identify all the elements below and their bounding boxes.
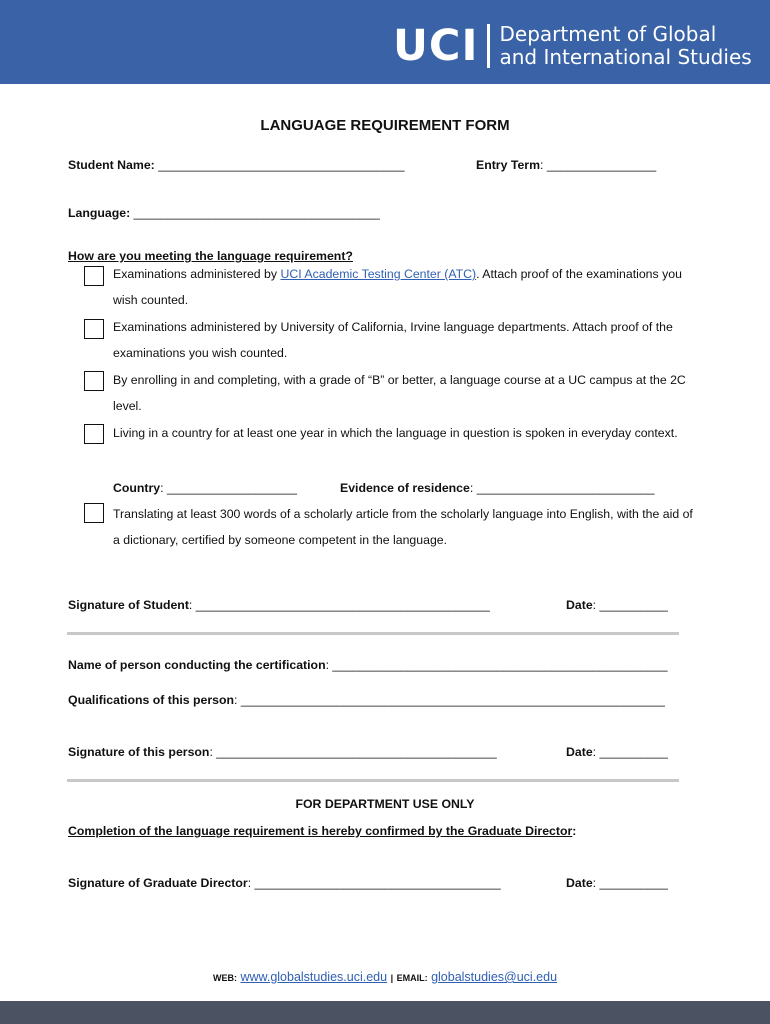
certifier-signature-field[interactable] xyxy=(68,745,497,759)
student-date-field[interactable] xyxy=(566,598,668,612)
qualifications-blank[interactable]: : ______________________________________________________________ xyxy=(234,693,665,707)
email-label: EMAIL: xyxy=(396,973,428,983)
director-signature-label: Signature of Graduate Director xyxy=(68,876,248,890)
certifier-date-blank[interactable]: : __________ xyxy=(592,745,668,759)
option-5-checkbox[interactable] xyxy=(84,503,104,523)
certifier-signature-label: Signature of this person xyxy=(68,745,210,759)
evidence-field[interactable] xyxy=(340,481,655,495)
logo-line-1: Department of Global xyxy=(499,22,717,46)
logo-line-2: and International Studies xyxy=(499,45,752,69)
language-blank[interactable]: ____________________________________ xyxy=(133,206,380,220)
completion-statement xyxy=(68,824,576,838)
footer-separator: | xyxy=(390,973,394,983)
student-signature-label: Signature of Student xyxy=(68,598,189,612)
student-signature-field[interactable] xyxy=(68,598,490,612)
certifier-name-label: Name of person conducting the certification xyxy=(68,658,326,672)
student-name-label: Student Name: xyxy=(68,158,155,172)
entry-term-label: Entry Term xyxy=(476,158,541,172)
director-signature-field[interactable] xyxy=(68,876,501,890)
header-banner xyxy=(0,0,770,84)
certifier-name-blank[interactable]: : _________________________________________________ xyxy=(325,658,668,672)
director-date-blank[interactable]: : __________ xyxy=(592,876,668,890)
logo-mark: UCI xyxy=(393,21,479,71)
requirement-question: How are you meeting the language requirement? xyxy=(68,249,353,263)
country-blank[interactable]: : ___________________ xyxy=(160,481,297,495)
director-signature-blank[interactable]: : ____________________________________ xyxy=(247,876,501,890)
option-1-text xyxy=(113,261,693,313)
option-2-checkbox[interactable] xyxy=(84,319,104,339)
option-3-checkbox[interactable] xyxy=(84,371,104,391)
certifier-date-label: Date xyxy=(566,745,593,759)
director-date-field[interactable] xyxy=(566,876,668,890)
qualifications-label: Qualifications of this person xyxy=(68,693,235,707)
student-signature-blank[interactable]: : ___________________________________________ xyxy=(188,598,490,612)
evidence-label: Evidence of residence xyxy=(340,481,470,495)
director-date-label: Date xyxy=(566,876,593,890)
logo-divider xyxy=(487,24,490,68)
option-1-after: . Attach proof of the examinations you wish counted. xyxy=(113,267,682,307)
certifier-name-field[interactable] xyxy=(68,658,668,672)
evidence-blank[interactable]: : __________________________ xyxy=(469,481,655,495)
web-label: WEB: xyxy=(212,973,237,983)
completion-colon: : xyxy=(572,824,577,838)
atc-link[interactable]: UCI Academic Testing Center (ATC) xyxy=(280,267,477,281)
section-divider-1 xyxy=(67,632,679,635)
qualifications-field[interactable] xyxy=(68,693,665,707)
option-1-before: Examinations administered by xyxy=(113,267,281,281)
footer-contact xyxy=(0,970,770,984)
student-date-label: Date xyxy=(566,598,593,612)
certifier-date-field[interactable] xyxy=(566,745,668,759)
option-3-text: By enrolling in and completing, with a grade of “B” or better, a language course at a UC campus at the 2C level. xyxy=(113,373,686,413)
language-field[interactable] xyxy=(68,206,380,220)
entry-term-field[interactable] xyxy=(476,158,656,172)
option-2-text: Examinations administered by University of California, Irvine language departments. Attach proof of the examinations you wish counted. xyxy=(113,320,673,360)
country-label: Country xyxy=(113,481,161,495)
option-5-text: Translating at least 300 words of a scholarly article from the scholarly language into English, with the aid of a dictionary, certified by someone competent in the language. xyxy=(113,507,693,547)
logo-text xyxy=(499,23,751,69)
email-link[interactable]: globalstudies@uci.edu xyxy=(431,970,558,984)
country-field[interactable] xyxy=(113,481,297,495)
form-title: LANGUAGE REQUIREMENT FORM xyxy=(260,117,510,134)
section-divider-2 xyxy=(67,779,679,782)
option-1-checkbox[interactable] xyxy=(84,266,104,286)
option-4-text: Living in a country for at least one year in which the language in question is spoken in everyday context. xyxy=(113,426,678,440)
certifier-signature-blank[interactable]: : _________________________________________ xyxy=(209,745,497,759)
student-name-field[interactable] xyxy=(68,158,404,172)
web-link[interactable]: www.globalstudies.uci.edu xyxy=(240,970,388,984)
language-label: Language: xyxy=(68,206,131,220)
option-4-checkbox[interactable] xyxy=(84,424,104,444)
student-date-blank[interactable]: : __________ xyxy=(592,598,668,612)
uci-logo[interactable] xyxy=(393,21,752,71)
completion-text: Completion of the language requirement is hereby confirmed by the Graduate Director xyxy=(68,824,573,838)
bottom-bar xyxy=(0,1001,770,1024)
student-name-blank[interactable]: ____________________________________ xyxy=(158,158,405,172)
department-use-title: FOR DEPARTMENT USE ONLY xyxy=(295,797,475,811)
entry-term-blank[interactable]: : ________________ xyxy=(540,158,657,172)
